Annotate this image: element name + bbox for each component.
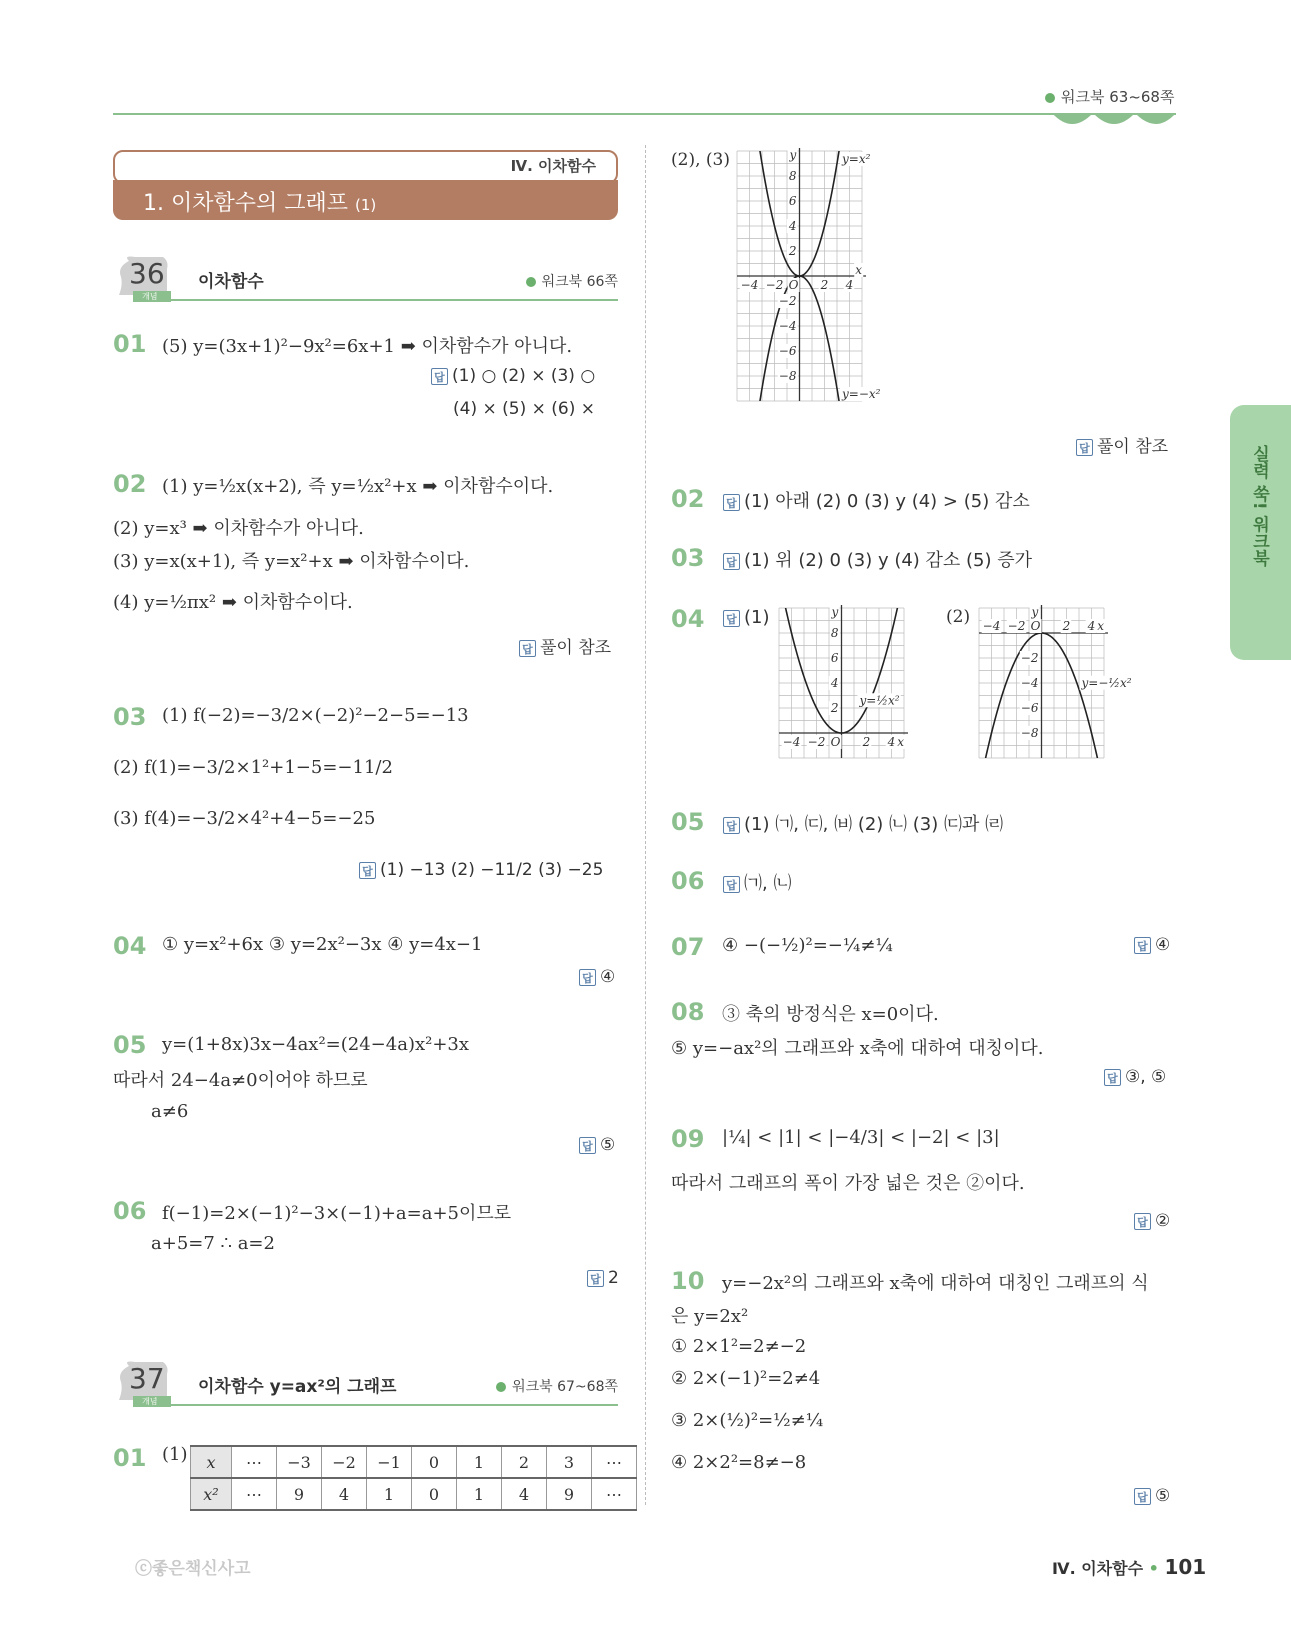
graph-label: x [855, 263, 862, 277]
graph-label: −4 [982, 619, 1001, 633]
solution-line: ④ 2×2²=8≠−8 [671, 1452, 807, 1473]
answer-line: 답 (1) −13 (2) −11/2 (3) −25 [359, 860, 603, 880]
graph-label: y=−½x² [1081, 675, 1132, 690]
table-cell: 2 [502, 1446, 547, 1478]
graph-label: O [1030, 619, 1041, 633]
green-dot-icon [1045, 93, 1055, 103]
solution-line: |¼| < |1| < |−4/3| < |−2| < |3| [722, 1127, 1000, 1148]
question-number: 10 [671, 1267, 705, 1295]
table-cell: 4 [322, 1478, 367, 1510]
graph-label: −6 [1020, 701, 1039, 715]
graph-label: 4 [788, 219, 797, 233]
section-36-header [113, 255, 618, 305]
answer-line: 답 ④ [579, 967, 615, 987]
part-label: (1) [162, 1444, 188, 1465]
solution-line: a+5=7 ∴ a=2 [151, 1233, 275, 1254]
question-number: 06 [113, 1197, 147, 1225]
question-number: 03 [113, 703, 147, 731]
graph-label: 2 [862, 735, 871, 749]
answer-line: 답 (1) 아래 (2) 0 (3) y (4) > (5) 감소 [723, 487, 1030, 513]
graph-label: 4 [845, 278, 854, 292]
publisher-logo: ⓒ좋은책신사고 [135, 1559, 251, 1579]
solution-line: ④ −(−½)²=−¼≠¼ [722, 935, 893, 956]
question-number: 02 [113, 470, 147, 498]
answer-line: 답 ⑤ [579, 1135, 615, 1155]
solution-line: (3) y=x(x+1), 즉 y=x²+x ➡ 이차함수이다. [113, 551, 470, 572]
green-dot-icon [496, 1382, 506, 1392]
graph-label: O [788, 278, 799, 292]
green-dot-icon [526, 277, 536, 287]
answer-line: 답 ③, ⑤ [1104, 1067, 1166, 1087]
table-cell: 1 [367, 1478, 412, 1510]
question-number: 04 [671, 605, 705, 633]
solution-line: 따라서 24−4a≠0이어야 하므로 [113, 1070, 368, 1091]
question-number: 06 [671, 867, 705, 895]
answer-line: 답 (1) ○ (2) × (3) ○ [431, 366, 595, 386]
parabola-graph-4-2 [975, 605, 1145, 770]
solution-line: ① 2×1²=2≠−2 [671, 1336, 807, 1357]
solution-line: (1) y=½x(x+2), 즉 y=½x²+x ➡ 이차함수이다. [162, 476, 554, 497]
graph-label: y=½x² [859, 693, 900, 708]
solution-line: (4) y=½πx² ➡ 이차함수이다. [113, 592, 353, 613]
question-number: 08 [671, 998, 705, 1026]
chapter-banner [113, 150, 618, 220]
question-number: 03 [671, 544, 705, 572]
table-cell: −2 [322, 1446, 367, 1478]
solution-line: 은 y=2x² [671, 1306, 749, 1327]
answer-line: 답 (1) ㈀, ㈂, ㈅ (2) ㈁ (3) ㈂과 ㈃ [723, 810, 1003, 836]
solution-line: f(−1)=2×(−1)²−3×(−1)+a=a+5이므로 [162, 1203, 512, 1224]
graph-label: 8 [830, 626, 839, 640]
solution-line: (5) y=(3x+1)²−9x²=6x+1 ➡ 이차함수가 아니다. [162, 336, 573, 357]
solution-line: a≠6 [151, 1101, 189, 1122]
solution-line: ① y=x²+6x ③ y=2x²−3x ④ y=4x−1 [162, 934, 483, 955]
graph-label: 2 [820, 278, 829, 292]
graph-label: x [897, 735, 904, 749]
question-number: 05 [671, 808, 705, 836]
parabola-graph-23 [733, 148, 903, 418]
table-cell: 0 [412, 1446, 457, 1478]
graph-label: −8 [778, 369, 797, 383]
table-cell: ⋯ [592, 1446, 637, 1478]
graph-label: −4 [778, 319, 797, 333]
table-cell: x [191, 1446, 232, 1478]
graph-label: −4 [740, 278, 759, 292]
solution-line: (2) y=x³ ➡ 이차함수가 아니다. [113, 518, 364, 539]
answer-line: 답 ⑤ [1134, 1486, 1170, 1506]
graph-label: −8 [1020, 726, 1039, 740]
section-37-header [113, 1360, 618, 1410]
footer-chapter: Ⅳ. 이차함수 • 101 [1052, 1555, 1207, 1579]
table-cell: ⋯ [232, 1446, 277, 1478]
table-cell: 3 [547, 1446, 592, 1478]
graph-label: −4 [1020, 676, 1039, 690]
question-number: 02 [671, 485, 705, 513]
question-number: 07 [671, 933, 705, 961]
section-ref: 워크북 67~68쪽 [496, 1376, 618, 1396]
chapter-title: 1. 이차함수의 그래프 [143, 191, 348, 216]
answer-line: 답 2 [587, 1268, 619, 1288]
section-ref: 워크북 66쪽 [526, 271, 618, 291]
workbook-ref: 워크북 63~68쪽 [1045, 86, 1174, 107]
section-number: 36 [129, 257, 165, 290]
section-number: 37 [129, 1362, 165, 1395]
graph-label: −2 [778, 294, 797, 308]
graph-label: 4 [1087, 619, 1096, 633]
chapter-unit: Ⅳ. 이차함수 [510, 157, 596, 175]
graph-label: y [831, 605, 839, 619]
graph-label: y=−x² [842, 387, 881, 401]
graph-label: −2 [765, 278, 784, 292]
header-scallop [1052, 113, 1176, 131]
graph-label: 4 [887, 735, 896, 749]
graph-label: 2 [830, 701, 839, 715]
question-number: 09 [671, 1125, 705, 1153]
table-cell: ⋯ [592, 1478, 637, 1510]
solution-line: ⑤ y=−ax²의 그래프와 x축에 대하여 대칭이다. [671, 1038, 1044, 1059]
graph-label: −6 [778, 344, 797, 358]
table-cell: −3 [277, 1446, 322, 1478]
table-cell: ⋯ [232, 1478, 277, 1510]
graph-label: O [830, 735, 841, 749]
table-cell: 1 [457, 1446, 502, 1478]
part-label: (2), (3) [671, 150, 730, 170]
question-number: 01 [113, 330, 147, 358]
chapter-sub: (1) [355, 196, 377, 214]
column-divider [645, 145, 646, 1505]
graph-label: 2 [1062, 619, 1071, 633]
answer-line: 답 풀이 참조 [1076, 432, 1168, 457]
graph-label: x [1097, 619, 1104, 633]
solution-line: (2) f(1)=−3/2×1²+1−5=−11/2 [113, 757, 393, 778]
section-tag: 개념 [142, 1397, 158, 1406]
graph-label: 6 [830, 651, 839, 665]
table-row [191, 1446, 637, 1478]
graph-label: −4 [782, 735, 801, 749]
solution-line: ② 2×(−1)²=2≠4 [671, 1368, 821, 1389]
graph-label: y [1031, 605, 1039, 619]
solution-line: (3) f(4)=−3/2×4²+4−5=−25 [113, 808, 376, 829]
graph-label: 4 [830, 676, 839, 690]
graph-label: 8 [788, 169, 797, 183]
answer-line: 답 풀이 참조 [519, 633, 611, 658]
solution-line: y=−2x²의 그래프와 x축에 대하여 대칭인 그래프의 식 [722, 1273, 1149, 1294]
value-table [190, 1445, 637, 1511]
answer-line: 답 (1) 위 (2) 0 (3) y (4) 감소 (5) 증가 [723, 546, 1032, 572]
graph-label: y=x² [842, 152, 871, 166]
graph-label: −2 [807, 735, 826, 749]
question-number: 04 [113, 932, 147, 960]
page-number: 101 [1164, 1555, 1207, 1579]
solution-line: 따라서 그래프의 폭이 가장 넓은 것은 ②이다. [671, 1173, 1025, 1194]
table-row [191, 1478, 637, 1510]
graph-label: −2 [1007, 619, 1026, 633]
parabola-graph-4-1 [775, 605, 935, 770]
graph-label: −2 [1020, 651, 1039, 665]
table-cell: 0 [412, 1478, 457, 1510]
answer-line: 답 ㈀, ㈁ [723, 869, 791, 895]
graph-label: 2 [788, 244, 797, 258]
graph-label: y [789, 148, 797, 162]
question-number: 05 [113, 1031, 147, 1059]
section-title: 이차함수 y=ax²의 그래프 [198, 1377, 397, 1397]
answer-line: 답 ④ [1134, 935, 1170, 955]
solution-line: ③ 2×(½)²=½≠¼ [671, 1410, 824, 1431]
table-cell: 1 [457, 1478, 502, 1510]
section-title: 이차함수 [198, 272, 264, 292]
table-cell: 4 [502, 1478, 547, 1510]
solution-line: ③ 축의 방정식은 x=0이다. [722, 1004, 939, 1025]
solution-line: y=(1+8x)3x−4ax²=(24−4a)x²+3x [162, 1034, 470, 1055]
answer-line: (4) × (5) × (6) × [453, 399, 595, 419]
table-cell: 9 [277, 1478, 322, 1510]
part-label: (2) [946, 607, 971, 627]
answer-line: 답 (1) [723, 607, 770, 628]
graph-label: 6 [788, 194, 797, 208]
answer-line: 답 ② [1134, 1211, 1170, 1231]
table-cell: x² [191, 1478, 232, 1510]
section-tag: 개념 [142, 292, 158, 301]
side-tab-label: 실력 쑥! 워크북 [1249, 445, 1269, 567]
header-rule [113, 113, 1176, 115]
table-cell: 9 [547, 1478, 592, 1510]
question-number: 01 [113, 1444, 147, 1472]
solution-line: (1) f(−2)=−3/2×(−2)²−2−5=−13 [162, 705, 469, 726]
table-cell: −1 [367, 1446, 412, 1478]
